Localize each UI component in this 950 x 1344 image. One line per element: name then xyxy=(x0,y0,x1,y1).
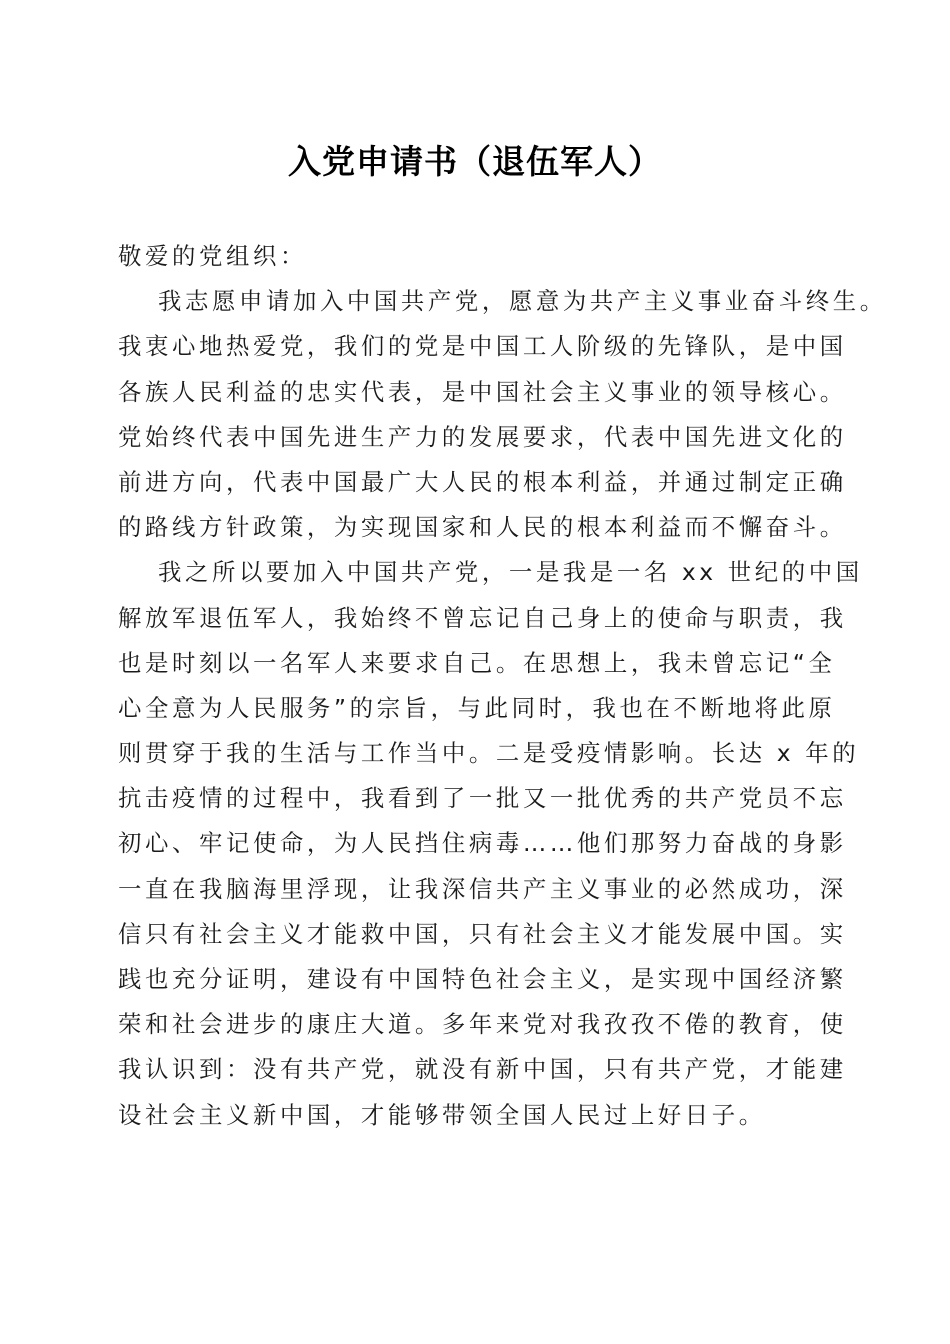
paragraph-line: 我之所以要加入中国共产党，一是我是一名 xx 世纪的中国 xyxy=(158,558,863,587)
paragraph-line: 设社会主义新中国，才能够带领全国人民过上好日子。 xyxy=(118,1100,766,1129)
document-title: 入党申请书（退伍军人） xyxy=(288,142,662,181)
paragraph-line: 各族人民利益的忠实代表，是中国社会主义事业的领导核心。 xyxy=(118,377,847,406)
paragraph-1 xyxy=(118,279,887,550)
paragraph-line: 荣和社会进步的康庄大道。多年来党对我孜孜不倦的教育，使 xyxy=(118,1010,847,1039)
paragraph-line: 践也充分证明，建设有中国特色社会主义，是实现中国经济繁 xyxy=(118,965,847,993)
paragraph-line: 前进方向，代表中国最广大人民的根本利益，并通过制定正确 xyxy=(118,467,847,496)
paragraph-line: 则贯穿于我的生活与工作当中。二是受疫情影响。长达 x 年的 xyxy=(118,739,860,768)
paragraph-line: 抗击疫情的过程中，我看到了一批又一批优秀的共产党员不忘 xyxy=(118,784,847,813)
paragraph-2 xyxy=(118,550,863,1137)
paragraph-line: 我志愿申请加入中国共产党，愿意为共产主义事业奋斗终生。 xyxy=(158,287,887,316)
paragraph-line: 我认识到：没有共产党，就没有新中国，只有共产党，才能建 xyxy=(118,1055,847,1084)
document-body xyxy=(118,234,887,1138)
paragraph-line: 党始终代表中国先进生产力的发展要求，代表中国先进文化的 xyxy=(118,422,847,451)
paragraph-line: 也是时刻以一名军人来要求自己。在思想上，我未曾忘记“全 xyxy=(118,648,836,677)
paragraph-line: 我衷心地热爱党，我们的党是中国工人阶级的先锋队，是中国 xyxy=(118,332,847,361)
paragraph-line: 心全意为人民服务”的宗旨，与此同时，我也在不断地将此原 xyxy=(118,693,836,722)
salutation: 敬爱的党组织： xyxy=(118,242,307,270)
paragraph-line: 信只有社会主义才能救中国，只有社会主义才能发展中国。实 xyxy=(118,919,847,948)
paragraph-line: 解放军退伍军人，我始终不曾忘记自己身上的使命与职责，我 xyxy=(118,603,847,632)
paragraph-line: 的路线方针政策，为实现国家和人民的根本利益而不懈奋斗。 xyxy=(118,513,847,542)
paragraph-line: 初心、牢记使命，为人民挡住病毒……他们那努力奋战的身影 xyxy=(118,829,847,858)
paragraph-line: 一直在我脑海里浮现，让我深信共产主义事业的必然成功，深 xyxy=(118,874,847,903)
